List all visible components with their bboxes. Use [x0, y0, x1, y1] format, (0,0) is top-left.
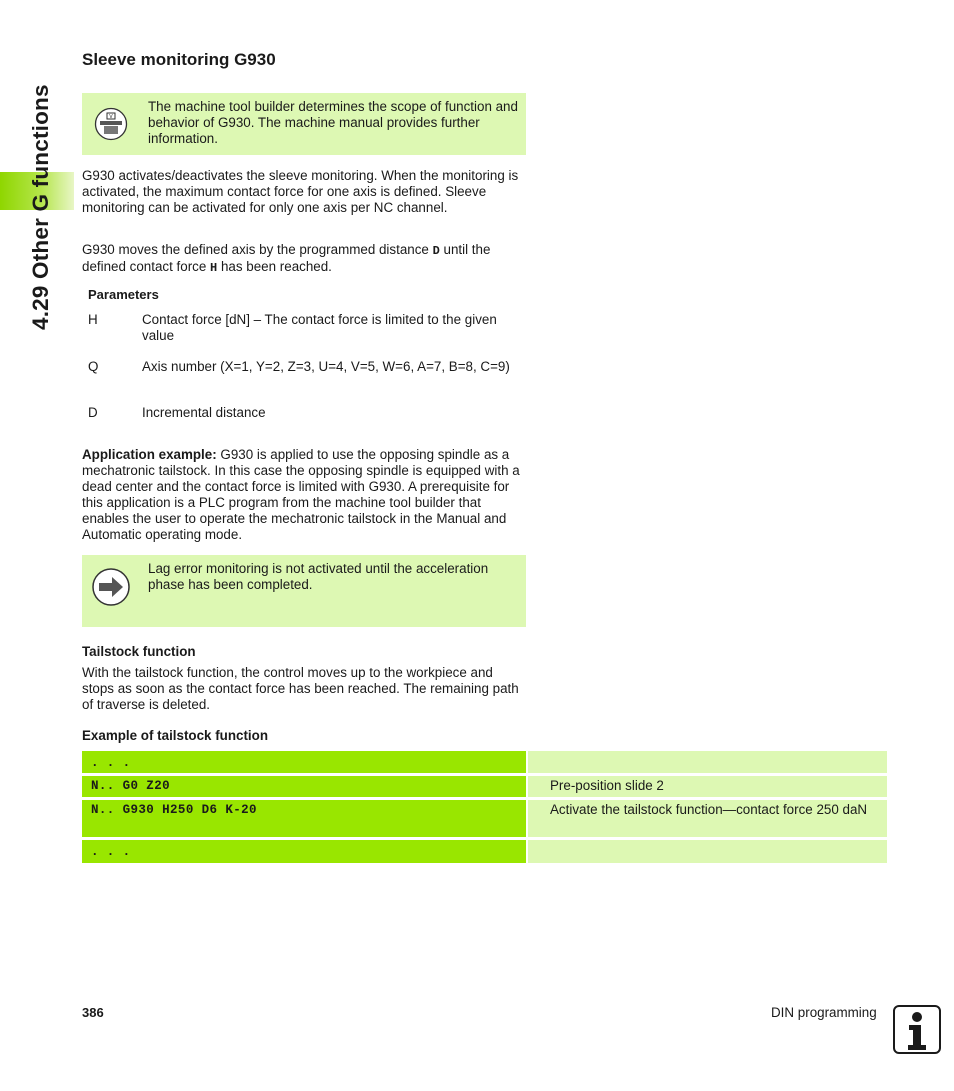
code-row	[82, 800, 526, 837]
comment-cell	[528, 751, 887, 773]
param-h: H	[210, 261, 218, 275]
param-key: Q	[88, 359, 99, 374]
param-d: D	[432, 244, 440, 258]
section-heading: Sleeve monitoring G930	[82, 50, 276, 69]
comment-cell	[528, 800, 887, 837]
param-desc: Axis number (X=1, Y=2, Z=3, U=4, V=5, W=6, A=7, B=8, C=9)	[142, 359, 510, 374]
application-text: G930 is applied to use the opposing spindle as a mechatronic tailstock. In this case the opposing spindle is equipped with a dead center and the contact force is limited with G930. A prerequisite for this application is a PLC program from the machine tool builder that enables the user to operate the mechatronic tailstock in the Manual and Automatic operating mode.	[82, 447, 520, 542]
application-paragraph	[82, 447, 526, 543]
tailstock-paragraph: With the tailstock function, the control moves up to the workpiece and stops as soon as the contact force has been reached. The remaining path of traverse is deleted.	[82, 665, 519, 712]
code-comment: Pre-position slide 2	[550, 778, 664, 793]
note-machine-builder	[82, 93, 526, 155]
param-key: D	[88, 405, 98, 420]
arrow-right-icon	[91, 567, 131, 607]
intro-paragraph-1: G930 activates/deactivates the sleeve monitoring. When the monitoring is activated, the maximum contact force for one axis is defined. Sleeve monitoring can be activated for only one axis per NC channel.	[82, 168, 519, 215]
example-title: Example of tailstock function	[82, 728, 269, 743]
svg-text:V: V	[109, 114, 113, 120]
code-line: . . .	[91, 756, 131, 770]
code-line: N.. G930 H250 D6 K-20	[91, 803, 257, 817]
machine-tool-builder-icon	[94, 107, 128, 141]
comment-cell	[528, 776, 887, 797]
note-lag-error	[82, 555, 526, 627]
code-row	[82, 751, 526, 773]
text-fragment: has been reached.	[217, 259, 332, 274]
note-text: The machine tool builder determines the scope of function and behavior of G930. The machine manual provides further information.	[148, 99, 518, 146]
note-text: Lag error monitoring is not activated until the acceleration phase has been completed.	[148, 561, 489, 592]
code-row	[82, 776, 526, 797]
text-fragment: until the defined contact force	[82, 242, 491, 274]
footer-section: DIN programming	[771, 1005, 877, 1020]
intro-paragraph-2	[82, 242, 526, 276]
param-key: H	[88, 312, 98, 327]
code-line: N.. G0 Z20	[91, 779, 171, 793]
parameters-title: Parameters	[88, 287, 159, 302]
param-desc: Incremental distance	[142, 405, 266, 420]
code-line: . . .	[91, 845, 131, 859]
page-number: 386	[82, 1005, 104, 1020]
comment-cell	[528, 840, 887, 863]
info-icon	[893, 1005, 941, 1054]
tailstock-title: Tailstock function	[82, 644, 196, 659]
code-comment: Activate the tailstock function—contact force 250 daN	[550, 802, 868, 817]
application-label: Application example:	[82, 447, 217, 462]
text-fragment: G930 moves the defined axis by the programmed distance	[82, 242, 433, 257]
code-row	[82, 840, 526, 863]
param-desc: Contact force [dN] – The contact force is limited to the given value	[142, 312, 497, 343]
chapter-side-title: 4.29 Other G functions	[28, 84, 53, 330]
